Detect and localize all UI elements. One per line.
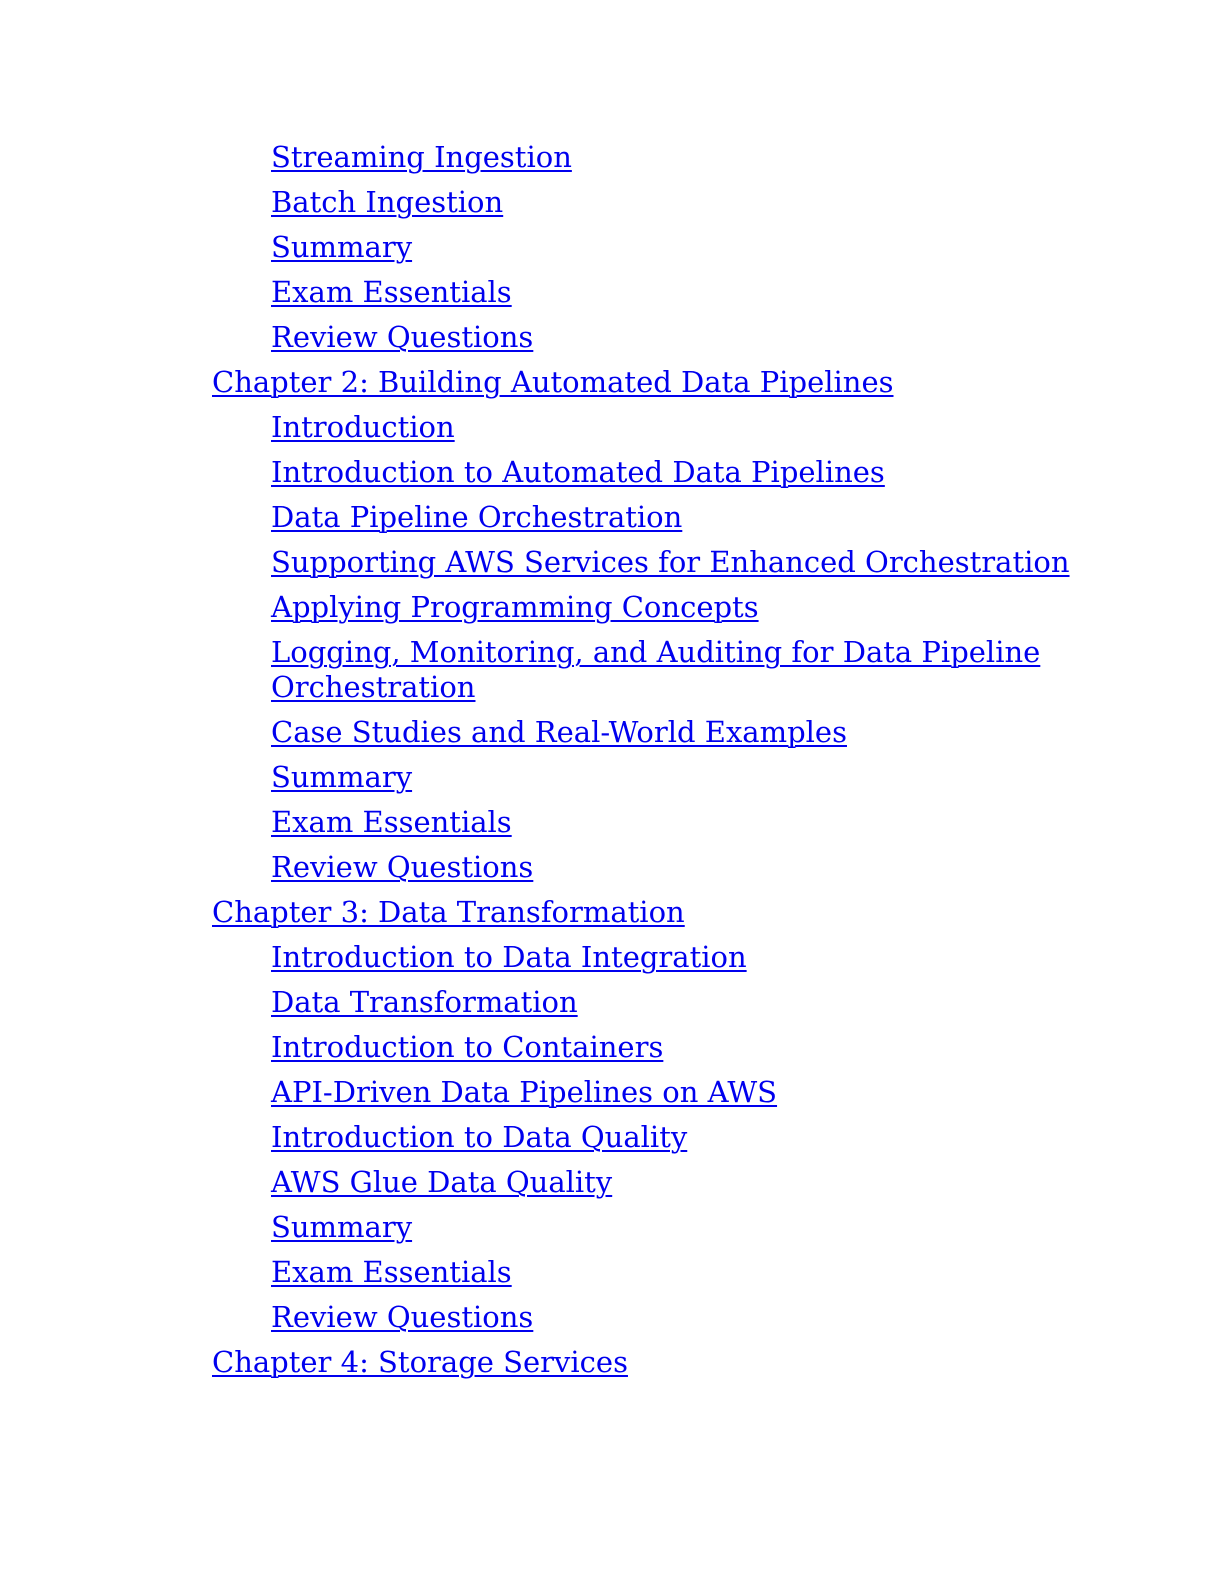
toc-link-chapter-2[interactable]: Chapter 2: Building Automated Data Pipelines xyxy=(212,365,894,399)
toc-link-review-questions[interactable]: Review Questions xyxy=(271,850,534,884)
toc-link-applying-programming-concepts[interactable]: Applying Programming Concepts xyxy=(271,590,759,624)
toc-link-case-studies[interactable]: Case Studies and Real-World Examples xyxy=(271,715,847,749)
toc-link-logging-monitoring-auditing[interactable]: Logging, Monitoring, and Auditing for Data Pipeline Orchestration xyxy=(271,635,1041,704)
toc-link-summary[interactable]: Summary xyxy=(271,230,413,264)
toc-link-batch-ingestion[interactable]: Batch Ingestion xyxy=(271,185,504,219)
toc-link-summary[interactable]: Summary xyxy=(271,1210,413,1244)
toc-link-intro-data-quality[interactable]: Introduction to Data Quality xyxy=(271,1120,688,1154)
toc-link-introduction[interactable]: Introduction xyxy=(271,410,455,444)
toc-link-summary[interactable]: Summary xyxy=(271,760,413,794)
toc-link-exam-essentials[interactable]: Exam Essentials xyxy=(271,275,512,309)
toc-link-chapter-3[interactable]: Chapter 3: Data Transformation xyxy=(212,895,685,929)
toc-link-data-pipeline-orchestration[interactable]: Data Pipeline Orchestration xyxy=(271,500,683,534)
toc-link-streaming-ingestion[interactable]: Streaming Ingestion xyxy=(271,140,572,174)
toc-link-data-transformation[interactable]: Data Transformation xyxy=(271,985,578,1019)
table-of-contents xyxy=(212,140,1092,1390)
toc-link-supporting-aws-services[interactable]: Supporting AWS Services for Enhanced Orchestration xyxy=(271,545,1070,579)
toc-link-chapter-4[interactable]: Chapter 4: Storage Services xyxy=(212,1345,628,1379)
toc-link-aws-glue-data-quality[interactable]: AWS Glue Data Quality xyxy=(271,1165,613,1199)
toc-link-api-driven-pipelines[interactable]: API-Driven Data Pipelines on AWS xyxy=(271,1075,778,1109)
toc-link-exam-essentials[interactable]: Exam Essentials xyxy=(271,805,512,839)
toc-link-intro-containers[interactable]: Introduction to Containers xyxy=(271,1030,664,1064)
toc-link-intro-automated-data-pipelines[interactable]: Introduction to Automated Data Pipelines xyxy=(271,455,885,489)
toc-link-review-questions[interactable]: Review Questions xyxy=(271,1300,534,1334)
toc-link-intro-data-integration[interactable]: Introduction to Data Integration xyxy=(271,940,747,974)
toc-link-exam-essentials[interactable]: Exam Essentials xyxy=(271,1255,512,1289)
toc-link-review-questions[interactable]: Review Questions xyxy=(271,320,534,354)
